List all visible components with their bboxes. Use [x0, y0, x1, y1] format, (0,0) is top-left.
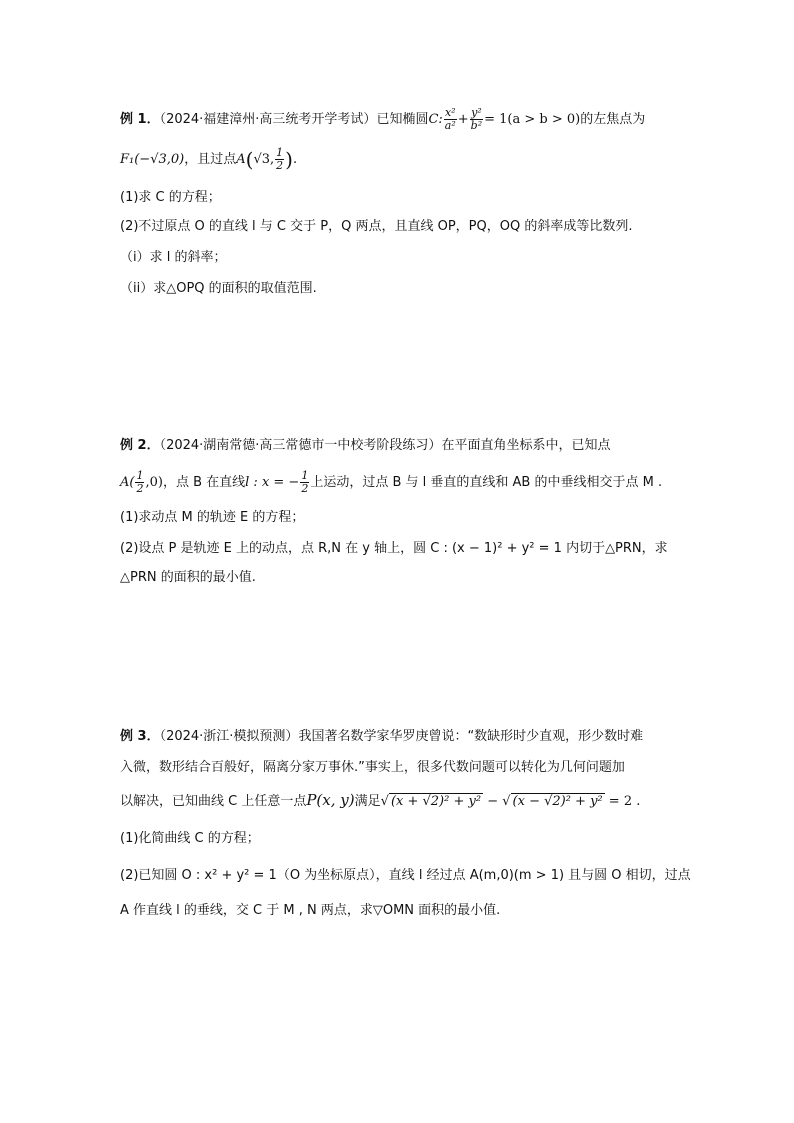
ex3-line1: 例 3．（2024·浙江·模拟预测）我国著名数学家华罗庚曾说：“数缺形时少直观，形少数时难: [120, 729, 644, 744]
ex2-source: （2024·湖南常德·高三常德市一中校考阶段练习）: [159, 438, 442, 453]
ex2-q2a: (2)设点 P 是轨迹 E 上的动点，点 R,N 在 y 轴上，圆 C : (x − 1)² + y² = 1 内切于△PRN，求: [120, 541, 668, 556]
frac-one-half-a: $\frac{1}{2}$: [136, 469, 144, 495]
ex2-label: 例 2．: [120, 438, 160, 453]
ex1-line1: 例 1．（2024·福建漳州·高三统考开学考试）已知椭圆C: $\frac{\text{x²}}{\text{a²}}$ + $\frac{\text{y²}}{\text{b²}}$ = 1(a > b > 0)的左焦点为: [120, 106, 646, 132]
ex1-q2: (2)不过原点 O 的直线 l 与 C 交于 P，Q 两点，且直线 OP，PQ，OQ 的斜率成等比数列.: [120, 219, 633, 234]
ex1-line2: F₁(−√3,0)，且过点A(√3, $\frac{1}{2}$ ).: [120, 146, 298, 172]
ex3-q1: (1)化简曲线 C 的方程；: [120, 831, 260, 846]
ex3-label: 例 3．: [120, 729, 160, 744]
ex3-line2: 入微，数形结合百般好，隔离分家万事休.”事实上，很多代数问题可以转化为几何问题加: [120, 760, 625, 775]
ex1-source: （2024·福建漳州·高三统考开学考试）: [159, 112, 377, 127]
ex3-q2b: A 作直线 l 的垂线，交 C 于 M , N 两点，求▽OMN 面积的最小值.: [120, 903, 501, 918]
frac-y2-b2: $\frac{\text{y²}}{\text{b²}}$: [470, 106, 483, 132]
ex3-q2a: (2)已知圆 O : x² + y² = 1（O 为坐标原点），直线 l 经过点 A(m,0)(m > 1) 且与圆 O 相切，过点: [120, 868, 691, 883]
frac-x2-a2: $\frac{\text{x²}}{\text{a²}}$: [444, 106, 456, 132]
frac-one-half: $\frac{1}{2}$: [276, 146, 284, 172]
sqrt-term-1: √ (x + √2)² + y²: [380, 794, 482, 809]
frac-one-half-b: $\frac{1}{2}$: [301, 469, 309, 495]
ex2-line1: 例 2．（2024·湖南常德·高三常德市一中校考阶段练习）在平面直角坐标系中，已知点: [120, 438, 611, 453]
sqrt-term-2: √ (x − √2)² + y²: [502, 794, 603, 809]
ex2-line2: A( $\frac{1}{2}$ ,0)，点 B 在直线l : x = − $\frac{1}{2}$ 上运动，过点 B 与 l 垂直的直线和 AB 的中垂线相交于点 M .: [120, 469, 663, 495]
ex1-q2ii: （ii）求△OPQ 的面积的取值范围.: [120, 281, 317, 296]
ex1-q2i: （i）求 l 的斜率；: [120, 250, 227, 265]
ex2-q2b: △PRN 的面积的最小值.: [120, 570, 256, 585]
ex3-source: （2024·浙江·模拟预测）: [159, 729, 299, 744]
ex2-q1: (1)求动点 M 的轨迹 E 的方程；: [120, 510, 305, 525]
ex1-label: 例 1．: [120, 112, 160, 127]
ex1-q1: (1)求 C 的方程；: [120, 190, 221, 205]
ex3-line3: 以解决，已知曲线 C 上任意一点P(x, y)满足√ (x + √2)² + y² − √ (x − √2)² + y² = 2 .: [120, 791, 641, 809]
